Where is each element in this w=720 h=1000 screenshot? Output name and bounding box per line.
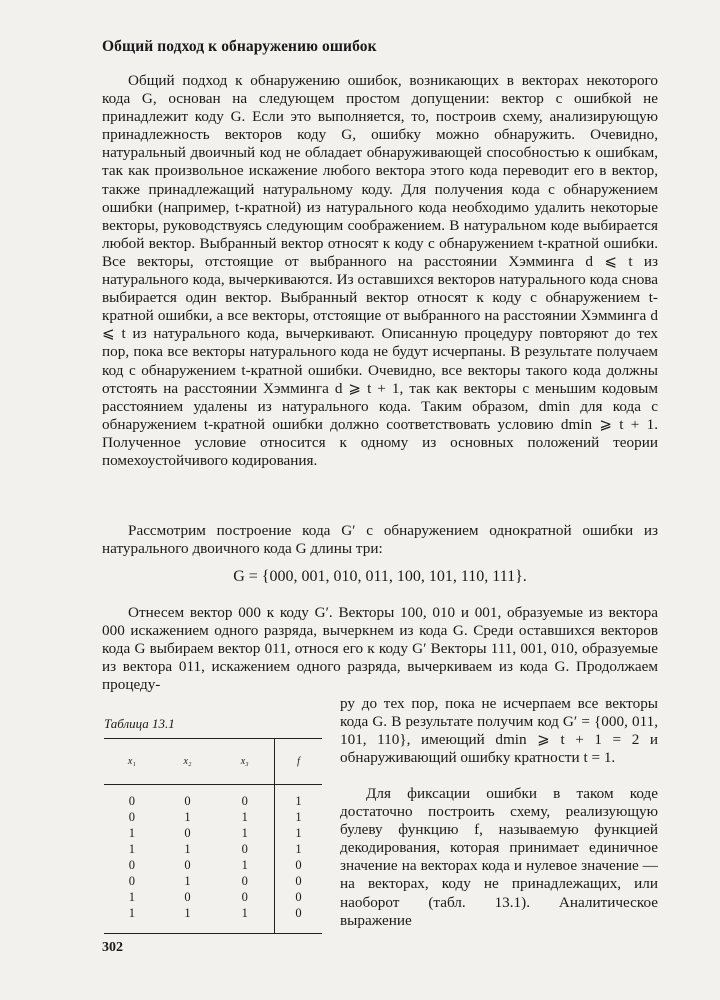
table-cell: 0	[275, 873, 322, 889]
table-cell: 0	[241, 841, 248, 856]
table-header-row	[104, 739, 322, 785]
table-row	[104, 785, 322, 810]
header-x3: x₃	[215, 739, 274, 785]
table-row	[104, 841, 322, 857]
table-cell: 0	[241, 873, 248, 888]
table-cell: 0	[184, 857, 191, 872]
table-cell: 0	[275, 889, 322, 905]
table-row	[104, 825, 322, 841]
table-row	[104, 809, 322, 825]
paragraph-intro: Общий подход к обнаружению ошибок, возникающих в векторах некоторого кода G, основан на следующем простом допущении: вектор с ошибкой не принадлежит коду G. Если это выполняется, то, построив схему, анализирующую принадлежность векторов коду G, ошибку можно обнаружить. Очевидно, натуральный двоичный код не обладает обнаруживающей способностью к ошибкам, так как произвольное искажение любого вектора этого кода переводит его в вектор, также принадлежащий натуральному коду. Для получения кода с обнаружением ошибки (например, t-кратной) из натурального кода необходимо удалить некоторые векторы, руководствуясь следующим соображением. В натуральном коде выбирается любой вектор. Выбранный вектор относят к коду с обнаружением t-кратной ошибки. Все векторы, отстоящие от выбранного на расстоянии Хэмминга d ⩽ t из натурального кода, вычеркиваются. Из оставшихся векторов натурального кода снова выбирается один вектор. Выбранный вектор относят к коду с обнаружением t-кратной ошибки, а все векторы, отстоящие от выбранного на расстоянии Хэмминга d ⩽ t из натурального кода, вычеркивают. Описанную процедуру повторяют до тех пор, пока все векторы натурального кода не будут исчерпаны. В результате получаем код с обнаружением t-кратной ошибки. Очевидно, все векторы такого кода должны отстоять на расстоянии Хэмминга d ⩾ t + 1, так как векторы с меньшим кодовым расстоянием удалены из натурального кода. Таким образом, dmin для кода с обнаружением t-кратной ошибки должно соответствовать условию dmin ⩾ t + 1. Полученное условие относится к одному из основных положений теории помехоустойчивого кодирования.	[102, 72, 658, 469]
paragraph-example: Отнесем вектор 000 к коду G′. Векторы 100, 010 и 001, образуемые из вектора 000 искажением одного разряда, вычеркнем из кода G. Среди оставшихся векторов кода G выбираем вектор 011, относя его к коду G′ Векторы 111, 001, 010, образуемые из вектора 011, искажением одного разряда, вычеркиваем из кода G. Продолжаем процеду-	[102, 604, 658, 694]
table-cell: 1	[184, 873, 191, 888]
table-cell: 1	[160, 905, 216, 934]
header-x2: x₂	[160, 739, 216, 785]
table-cell: 0	[275, 857, 322, 873]
table-cell: 1	[184, 841, 191, 856]
table-cell: 0	[128, 857, 135, 872]
section-heading: Общий подход к обнаружению ошибок	[102, 38, 377, 55]
table-row	[104, 873, 322, 889]
table-cell: 1	[275, 841, 322, 857]
table-cell: 1	[241, 857, 248, 872]
table-row	[104, 905, 322, 934]
table-cell: 1	[241, 809, 248, 824]
table-cell: 1	[128, 825, 135, 840]
table-cell: 0	[241, 793, 248, 808]
code-formula: G = {000, 001, 010, 011, 100, 101, 110, 111}.	[233, 568, 527, 585]
table-cell: 1	[128, 889, 135, 904]
table-cell: 1	[184, 809, 191, 824]
table-cell: 1	[215, 905, 274, 934]
table-cell: 1	[275, 825, 322, 841]
table-cell: 0	[275, 905, 322, 934]
table-cell: 0	[184, 825, 191, 840]
table-cell: 0	[128, 873, 135, 888]
table-cell: 1	[241, 825, 248, 840]
header-f: f	[275, 739, 322, 785]
page-number: 302	[102, 940, 123, 955]
table-row	[104, 857, 322, 873]
table-cell: 0	[184, 889, 191, 904]
table-cell: 1	[128, 841, 135, 856]
table-cell: 1	[275, 809, 322, 825]
header-x1: x₁	[104, 739, 160, 785]
truth-table	[104, 738, 322, 934]
table-row	[104, 889, 322, 905]
table-cell: 0	[241, 889, 248, 904]
table-cell: 0	[128, 793, 135, 808]
paragraph-construction: Рассмотрим построение кода G′ с обнаружением однократной ошибки из натурального двоичного кода G длины три:	[102, 522, 658, 558]
table-caption: Таблица 13.1	[104, 716, 175, 731]
paragraph-decoding: Для фиксации ошибки в таком коде достаточно построить схему, реализующую булеву функцию f, называемую функцией декодирования, которая принимает единичное значение на векторах кода и нулевое значение — на векторах, коду не принадлежащих, или наоборот (табл. 13.1). Аналитическое выражение	[340, 785, 658, 929]
table-cell: 0	[128, 809, 135, 824]
table-cell: 1	[104, 905, 160, 934]
table-cell: 0	[184, 793, 191, 808]
table-cell: 1	[275, 785, 322, 810]
paragraph-result: ру до тех пор, пока не исчерпаем все векторы кода G. В результате получим код G′ = {000, 011, 101, 110}, имеющий dmin ⩾ t + 1 = 2 и обнаруживающий ошибку кратности t = 1.	[340, 695, 658, 767]
